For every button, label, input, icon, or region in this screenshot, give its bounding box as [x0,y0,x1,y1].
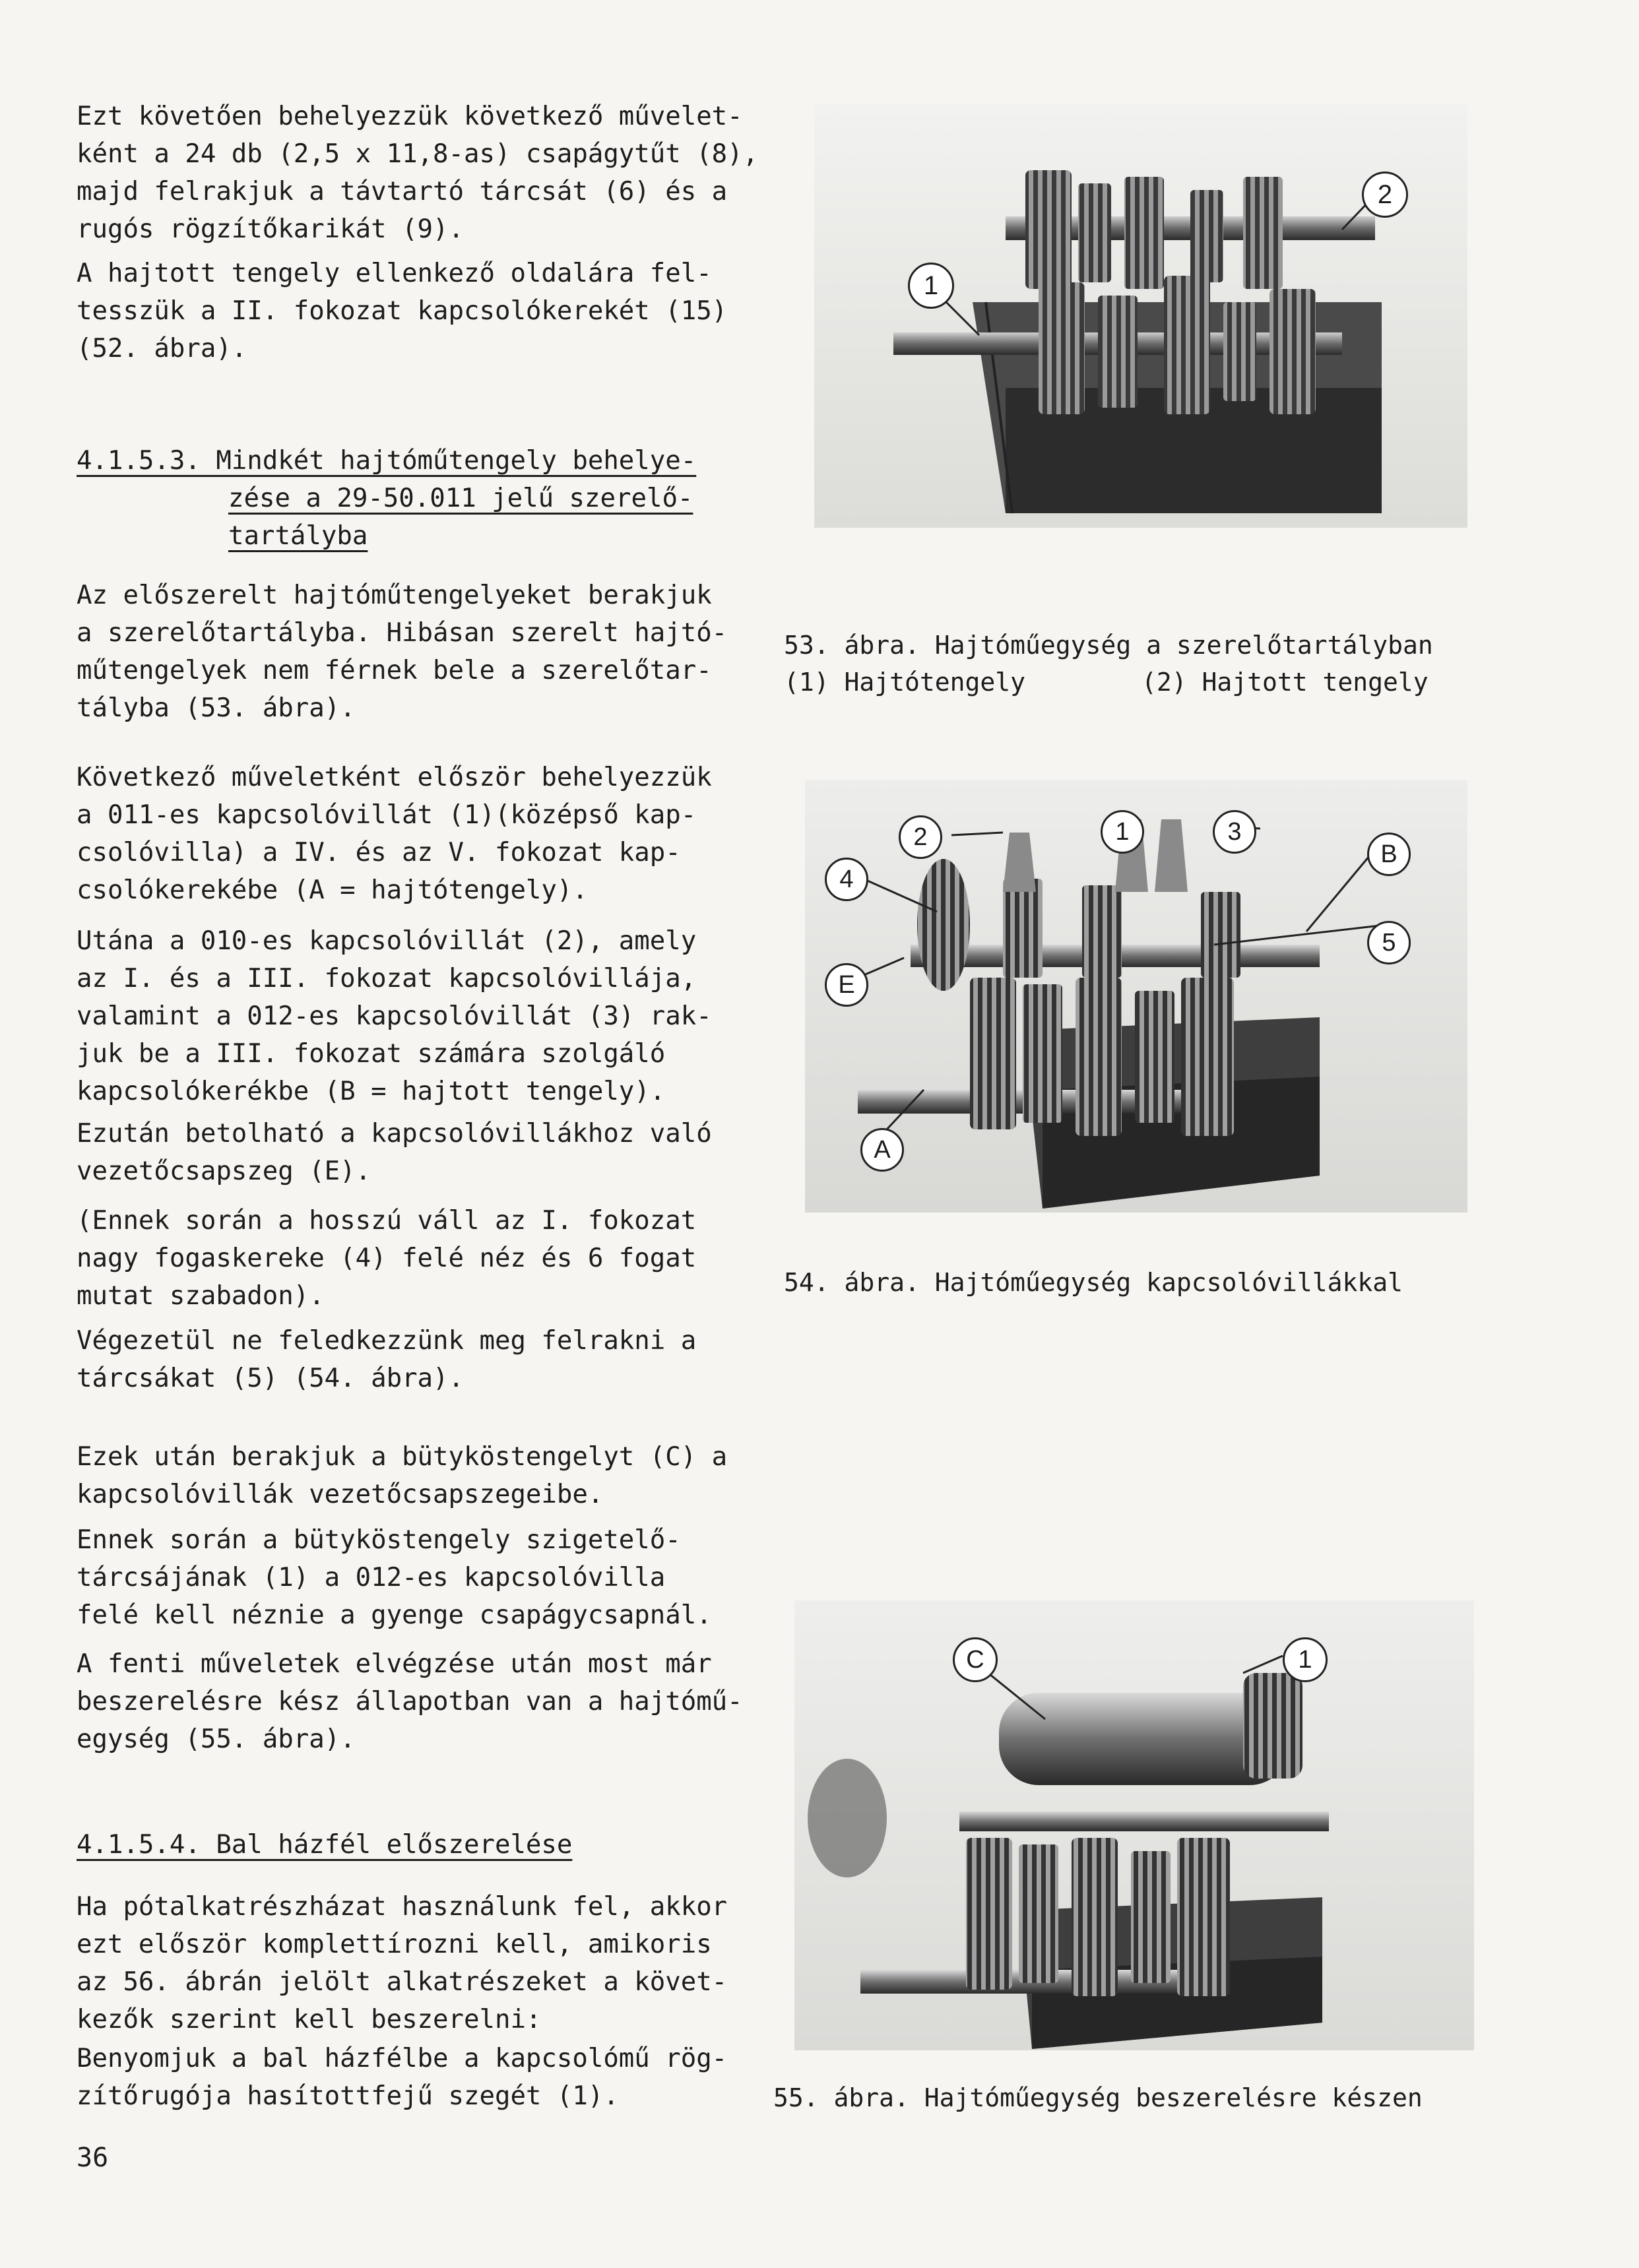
text-line: A hajtott tengely ellenkező oldalára fel- [77,259,712,288]
paragraph-4 [77,759,736,909]
callout-label: 4 [825,858,868,901]
section-heading-4-1-5-3 [77,442,736,555]
text-line: tesszük a II. fokozat kapcsolókerekét (15) [77,296,728,326]
text-line: Ha pótalkatrészházat használunk fel, akkor [77,1892,728,1922]
paragraph-7 [77,1202,736,1315]
text-line: Utána a 010-es kapcsolóvillát (2), amely [77,926,697,956]
figure-55-photo [794,1600,1474,2050]
text-line: majd felrakjuk a távtartó tárcsát (6) és a [77,177,728,206]
figure-53-legend-2: (2) Hajtott tengely [1141,668,1429,697]
text-line: kapcsolókerékbe (B = hajtott tengely). [77,1077,666,1106]
text-line: (52. ábra). [77,334,247,363]
callout-label: A [860,1128,904,1172]
text-line: valamint a 012-es kapcsolóvillát (3) rak- [77,1001,712,1031]
paragraph-2 [77,255,736,367]
section-heading-4-1-5-4 [77,1826,736,1864]
text-line: beszerelésre kész állapotban van a hajtómű- [77,1687,743,1717]
text-line: az I. és a III. fokozat kapcsolóvillája, [77,964,697,993]
text-line: vezetőcsapszeg (E). [77,1156,371,1186]
text-line: csolókerekébe (A = hajtótengely). [77,875,588,905]
text-line: ezt először komplettírozni kell, amikoris [77,1930,712,1959]
text-line: Ennek során a bütyköstengely szigetelő- [77,1525,681,1555]
heading-line: zése a 29-50.011 jelű szerelő- [228,484,693,513]
callout-label: 1 [1101,810,1144,854]
text-line: kapcsolóvillák vezetőcsapszegeibe. [77,1480,604,1509]
paragraph-5 [77,922,736,1110]
text-line: A fenti műveletek elvégzése után most már [77,1649,712,1679]
paragraph-8 [77,1322,736,1397]
text-line: csolóvilla) a IV. és az V. fokozat kap- [77,838,681,867]
figure-54-photo [805,780,1467,1213]
figure-54-caption: 54. ábra. Hajtóműegység kapcsolóvillákkal [784,1268,1403,1297]
text-line: Az előszerelt hajtóműtengelyeket berakjuk [77,581,712,610]
callout-label: 2 [1362,172,1408,218]
text-line: a szerelőtartályba. Hibásan szerelt hajtó- [77,618,728,648]
callout-label: 5 [1367,921,1411,964]
callout-label: C [953,1637,998,1682]
text-line: (Ennek során a hosszú váll az I. fokozat [77,1206,697,1236]
figure-55-caption: 55. ábra. Hajtóműegység beszerelésre készen [773,2083,1423,2112]
heading-line: tartályba [228,521,368,551]
callout-label: 3 [1213,810,1256,854]
page-number: 36 [77,2143,109,2173]
text-line: műtengelyek nem férnek bele a szerelőtar- [77,656,712,685]
text-line: Végezetül ne feledkezzünk meg felrakni a [77,1326,697,1356]
text-line: Ezek után berakjuk a bütyköstengelyt (C) a [77,1442,728,1472]
text-line: felé kell néznie a gyenge csapágycsapnál. [77,1600,712,1630]
text-line: ként a 24 db (2,5 x 11,8-as) csapágytűt (8), [77,139,759,169]
callout-label: 2 [899,815,942,859]
text-line: tályba (53. ábra). [77,693,356,723]
callout-label: 1 [1283,1637,1328,1682]
heading-line: 4.1.5.3. Mindkét hajtóműtengely behelye- [77,446,697,476]
callout-label: B [1367,833,1411,876]
gearbox-in-tray-image [814,104,1467,528]
gearbox-ready-image [794,1600,1474,2050]
callout-label: 1 [908,263,954,309]
paragraph-10 [77,1521,736,1634]
figure-53-legend-1: (1) Hajtótengely [784,668,1026,697]
text-line: egység (55. ábra). [77,1724,356,1754]
paragraph-12 [77,1888,736,2038]
text-line: zítőrugója hasítottfejű szegét (1). [77,2081,619,2111]
paragraph-1 [77,98,759,248]
text-line: kezők szerint kell beszerelni: [77,2005,542,2034]
callout-label: E [825,963,868,1007]
paragraph-11 [77,1645,743,1758]
paragraph-9 [77,1438,736,1513]
text-line: rugós rögzítőkarikát (9). [77,214,464,244]
text-line: mutat szabadon). [77,1281,325,1311]
paragraph-13 [77,2040,736,2115]
text-line: tárcsákat (5) (54. ábra). [77,1364,464,1393]
text-line: juk be a III. fokozat számára szolgáló [77,1039,666,1069]
text-line: Benyomjuk a bal házfélbe a kapcsolómű rög- [77,2044,728,2073]
text-line: tárcsájának (1) a 012-es kapcsolóvilla [77,1563,666,1592]
text-line: nagy fogaskereke (4) felé néz és 6 fogat [77,1244,697,1273]
text-line: az 56. ábrán jelölt alkatrészeket a követ- [77,1967,728,1997]
text-line: Ezután betolható a kapcsolóvillákhoz való [77,1119,712,1149]
heading-line: 4.1.5.4. Bal házfél előszerelése [77,1830,573,1860]
figure-53-photo [814,104,1467,528]
text-line: Ezt követően behelyezzük következő művelet- [77,102,743,131]
text-line: Következő műveletként először behelyezzük [77,763,712,792]
text-line: a 011-es kapcsolóvillát (1)(középső kap- [77,800,697,830]
paragraph-6 [77,1115,736,1190]
figure-53-caption: 53. ábra. Hajtóműegység a szerelőtartályban [784,631,1433,660]
paragraph-3 [77,577,736,727]
